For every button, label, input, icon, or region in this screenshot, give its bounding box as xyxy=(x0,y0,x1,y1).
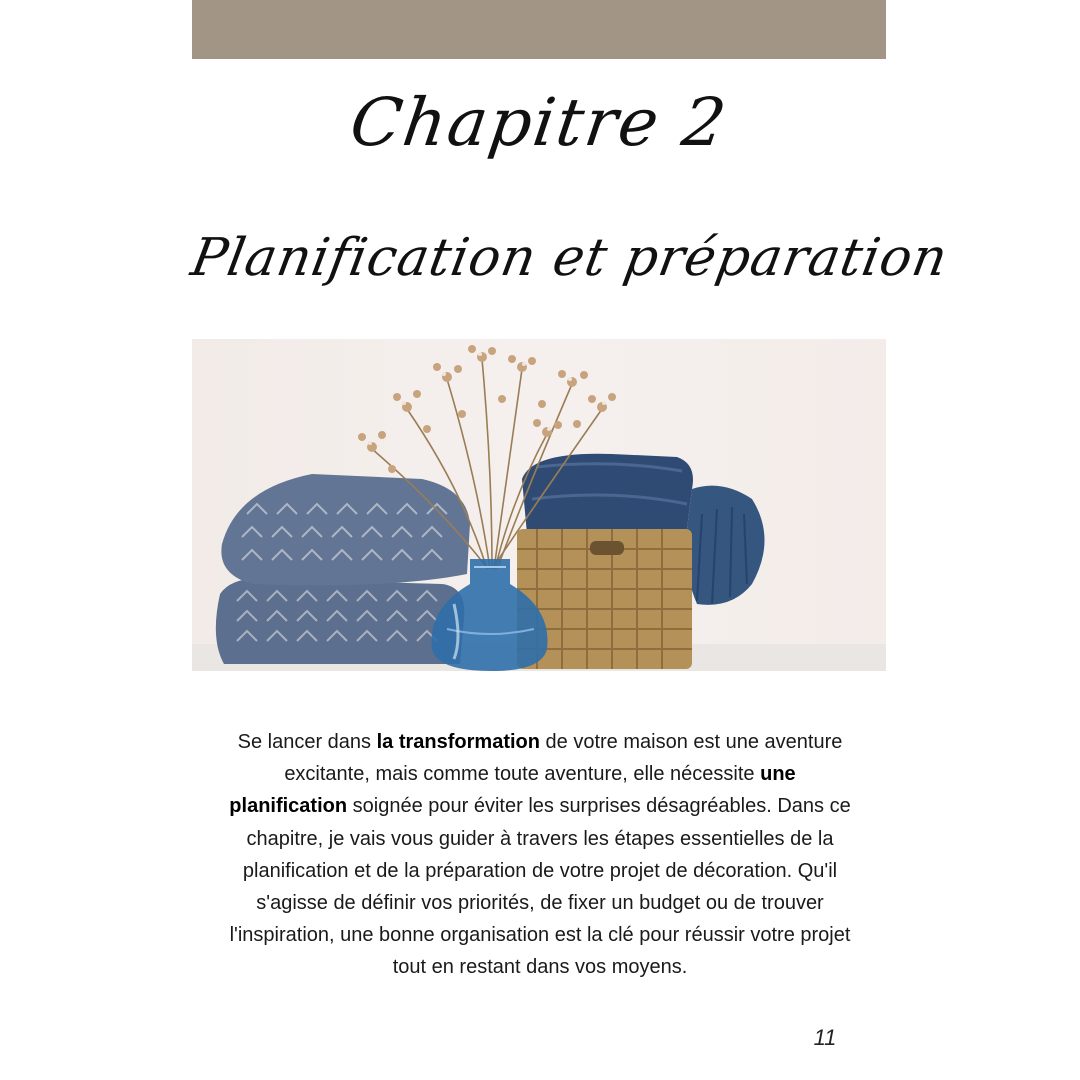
chapter-subtitle: Planification et préparation xyxy=(186,228,953,288)
decor-illustration xyxy=(192,339,886,671)
intro-text-1: Se lancer dans xyxy=(237,731,377,753)
decor-photo xyxy=(192,339,886,671)
emphasis-planification: une planification xyxy=(229,763,796,818)
intro-text-2: de votre maison est une aventure excitante, mais comme toute aventure, elle nécessite xyxy=(284,731,843,786)
header-band xyxy=(192,0,886,59)
intro-text-3: soignée pour éviter les surprises désagréables. Dans ce chapitre, je vais vous guider à travers les étapes essentielles de la planification et de la préparation de votre projet de décoration. Qu'il s'agisse de définir vos priorités, de fixer un budget ou de trouver l'inspiration, une bonne organisation est la clé pour réussir votre projet tout en restant dans vos moyens. xyxy=(229,795,851,979)
chapter-title: Chapitre 2 xyxy=(345,84,733,161)
basket-handle xyxy=(590,541,624,555)
dried-flowers xyxy=(358,345,616,473)
page-number: 11 xyxy=(813,1025,837,1050)
emphasis-transformation: la transformation xyxy=(376,731,540,753)
chapter-intro-paragraph xyxy=(226,726,854,984)
